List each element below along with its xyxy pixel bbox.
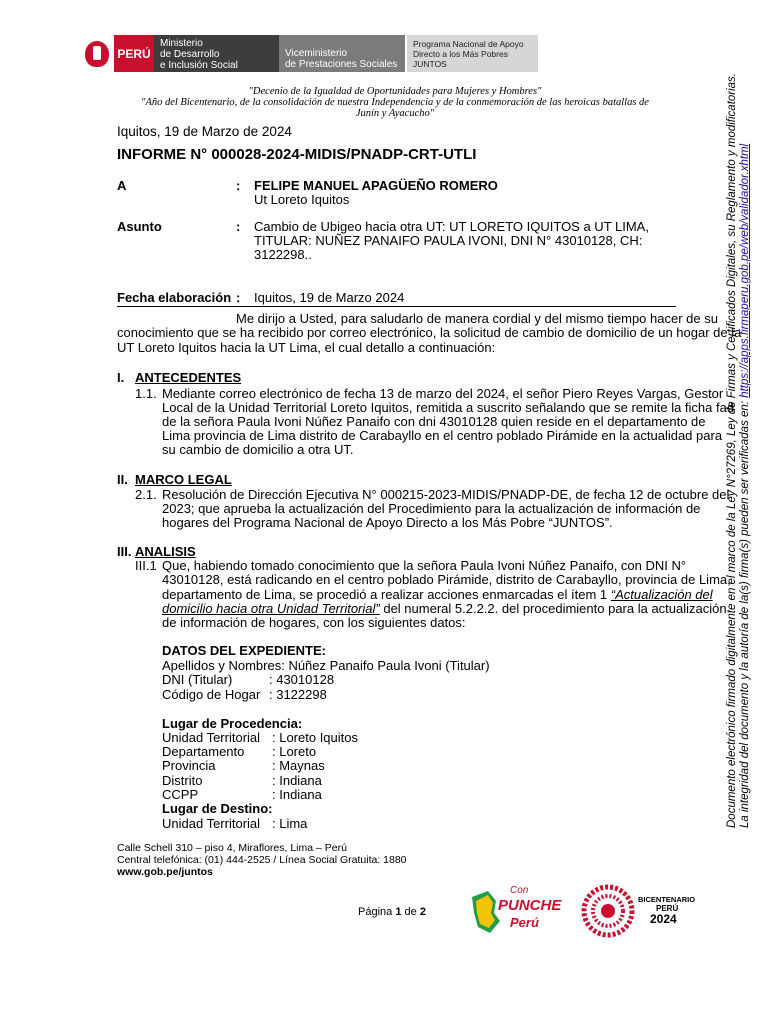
footer-website[interactable]: www.gob.pe/juntos [117,866,213,878]
item-3-1-line3: departamento de Lima, se procedió a realizar acciones enmarcadas el ítem 1 “Actualización del [162,587,713,602]
item-1-1-line1: Mediante correo electrónico de fecha 13 de marzo del 2024, el señor Piero Reyes Vargas, Gestor [162,386,724,401]
section1-title: ANTECEDENTES [135,370,242,385]
date-colon: : [236,290,241,305]
page-indicator: Página 1 de 2 [358,906,426,918]
national-seal-icon [80,35,114,72]
household-code-value: : 3122298 [269,687,327,702]
origin-province-value: : Maynas [272,758,325,773]
origin-ccpp-value: : Indiana [272,787,322,802]
intro-line2: conocimiento que se ha recibido por correo electrónico, la solicitud de cambio de domicilio de un hogar de la [117,325,742,340]
destination-unit-value: : Lima [272,816,308,831]
item-3-1-number: III.1 [135,558,157,573]
section2-title: MARCO LEGAL [135,472,232,487]
item-1-1-number: 1.1. [135,386,157,401]
report-title: INFORME N° 000028-2024-MIDIS/PNADP-CRT-UTLI [117,146,477,163]
subject-line3: 3122298.. [254,247,312,262]
footer-address: Calle Schell 310 – piso 4, Miraflores, Lima – Perú [117,842,347,854]
item-3-1-line2: 43010128, está radicando en el centro poblado Pirámide, distrito de Carabayllo, provincia de Lima, [162,572,731,587]
dni-value: : 43010128 [269,672,335,687]
divider [117,306,676,307]
origin-province-label: Provincia [162,758,216,773]
section2-number: II. [117,472,128,487]
item-1-1-line4: Lima provincia de Lima distrito de Carabayllo en el centro poblado Pirámide en la actualidad para [162,428,723,443]
subject-line2: TITULAR: NUÑEZ PANAIFO PAULA IVONI, DNI N° 43010128, CH: [254,233,643,248]
item-3-1-line4: domicilio hacia otra Unidad Territorial” del numeral 5.2.2.2. del procedimiento para la actualización [162,601,727,616]
origin-unit-label: Unidad Territorial [162,730,261,745]
item-2-1-line1: Resolución de Dirección Ejecutiva N° 000215-2023-MIDIS/PNADP-DE, de fecha 12 de octubre del [162,487,730,502]
section1-number: I. [117,370,125,385]
validator-link[interactable]: https://apps.firmaperu.gob.pe/web/validador.xhtml [739,143,751,398]
section3-number: III. [117,544,132,559]
programa-box: Programa Nacional de Apoyo Directo a los Más Pobres JUNTOS [407,35,538,72]
destination-unit-label: Unidad Territorial [162,816,261,831]
year-quote-line1: "Año del Bicentenario, de la consolidación de nuestra Independencia y de la conmemoración de las heroicas batallas de [141,97,649,108]
subject-label: Asunto [117,219,162,234]
intro-line3: UT Loreto Iquitos hacia la UT Lima, el cual detallo a continuación: [117,340,496,355]
recipient-unit: Ut Loreto Iquitos [254,192,350,207]
item-1-1-line2: Local de la Unidad Territorial Loreto Iquitos, remitida a suscrito señalando que se remite la ficha fad [162,400,735,415]
to-colon: : [236,178,241,193]
ministerio-box: Ministerio de Desarrollo e Inclusión Social [154,35,279,72]
dni-label: DNI (Titular) [162,672,233,687]
household-code-label: Código de Hogar [162,687,261,702]
footer-phone: Central telefónica: (01) 444-2525 / Línea Social Gratuita: 1880 [117,854,407,866]
intro-line1: Me dirijo a Usted, para saludarlo de manera cordial y del mismo tiempo hacer de su [236,311,718,326]
item-3-1-line5: de información de hogares, con los siguientes datos: [162,615,466,630]
government-header [80,35,542,72]
digital-signature-notice: Documento electrónico firmado digitalmente en el marco de la Ley N°27269, Ley de Firmas y Certificados Digitales, su Reglamento y modificatorias. La integridad del documento y la autoría de la(s) firma(s) pueden ser verificadas en: https://apps.firmaperu.gob.pe/web/validador.xhtml [726,72,751,828]
date-value: Iquitos, 19 de Marzo 2024 [254,290,405,305]
item-1-1-line3: de la señora Paula Ivoni Núñez Panaifo con dni 43010128 quien reside en el departamento de [162,414,706,429]
item-2-1-line2: 2023; que aprueba la actualización del Procedimiento para la actualización de información de [162,501,701,516]
origin-district-value: : Indiana [272,773,322,788]
to-label: A [117,178,127,193]
origin-district-label: Distrito [162,773,203,788]
subject-line1: Cambio de Ubigeo hacia otra UT: UT LORETO IQUITOS a UT LIMA, [254,219,649,234]
destination-title: Lugar de Destino: [162,801,273,816]
procedure-item-link: “Actualización del [610,587,713,602]
peru-label: PERÚ [114,35,154,72]
origin-department-value: : Loreto [272,744,317,759]
origin-ccpp-label: CCPP [162,787,199,802]
viceministerio-box: Viceministerio de Prestaciones Sociales [279,35,405,72]
place-date: Iquitos, 19 de Marzo de 2024 [117,124,292,139]
origin-unit-value: : Loreto Iquitos [272,730,358,745]
item-1-1-line5: su cambio de domicilio a otra UT. [162,442,354,457]
expediente-title: DATOS DEL EXPEDIENTE: [162,643,326,658]
decade-quote: "Decenio de la Igualdad de Oportunidades para Mujeres y Hombres" [248,86,542,97]
expediente-names: Apellidos y Nombres: Núñez Panaifo Paula Ivoni (Titular) [162,658,490,673]
recipient-name: FELIPE MANUEL APAGÜEÑO ROMERO [254,178,498,193]
origin-department-label: Departamento [162,744,245,759]
section3-title: ANALISIS [135,544,196,559]
item-2-1-line3: hogares del Programa Nacional de Apoyo Directo a los Más Pobre “JUNTOS”. [162,515,613,530]
subject-colon: : [236,219,241,234]
date-label: Fecha elaboración [117,290,232,305]
item-2-1-number: 2.1. [135,487,157,502]
bicentenario-logo: BICENTENARIO PERÚ 2024 [580,883,700,939]
year-quote-line2: Junín y Ayacucho" [355,108,435,119]
con-punche-peru-logo: Con PUNCHE Perú [466,883,562,939]
origin-title: Lugar de Procedencia: [162,716,303,731]
item-3-1-line1: Que, habiendo tomado conocimiento que la señora Paula Ivoni Núñez Panaifo, con DNI N° [162,558,687,573]
